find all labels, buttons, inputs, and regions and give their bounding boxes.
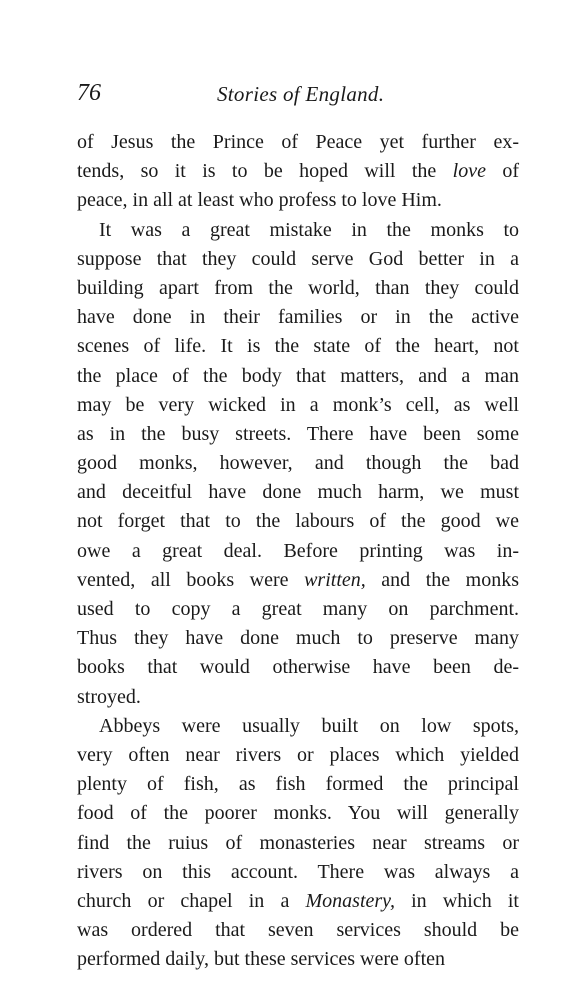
text-line <box>77 799 519 828</box>
paragraph <box>77 712 519 975</box>
text-segment: the place of the body that matters, and a man <box>77 364 519 387</box>
text-segment: owe a great deal. Before printing was in- <box>77 539 519 562</box>
body-text <box>77 128 519 974</box>
text-line <box>77 128 519 157</box>
text-line <box>77 916 519 945</box>
text-segment: vented, all books were <box>77 568 305 591</box>
text-line <box>77 303 519 332</box>
text-line <box>77 653 519 682</box>
text-line <box>77 537 519 566</box>
text-line <box>77 887 519 916</box>
text-segment: find the ruius of monasteries near streams or <box>77 831 519 854</box>
text-line <box>77 683 519 712</box>
text-line <box>77 566 519 595</box>
text-line <box>77 858 519 887</box>
text-line <box>77 595 519 624</box>
text-segment: Thus they have done much to preserve many <box>77 627 519 650</box>
text-segment: rivers on this account. There was always a <box>77 860 519 883</box>
text-segment: Abbeys were usually built on low spots, <box>99 714 519 737</box>
italic-text: Monastery, <box>305 889 395 912</box>
text-segment: scenes of life. It is the state of the heart, not <box>77 335 519 358</box>
text-line <box>77 741 519 770</box>
page-number: 76 <box>77 80 101 106</box>
italic-text: love <box>452 160 486 183</box>
text-segment: have done in their families or in the active <box>77 306 519 329</box>
text-line <box>77 478 519 507</box>
text-segment: peace, in all at least who profess to love Him. <box>77 189 442 212</box>
text-segment: building apart from the world, than they could <box>77 276 519 299</box>
text-line <box>77 332 519 361</box>
text-segment: very often near rivers or places which yielded <box>77 743 519 766</box>
text-line <box>77 274 519 303</box>
text-line <box>77 420 519 449</box>
text-segment: It was a great mistake in the monks to <box>99 218 519 241</box>
text-line <box>77 770 519 799</box>
text-segment: food of the poorer monks. You will generally <box>77 802 519 825</box>
text-segment: as in the busy streets. There have been some <box>77 422 519 445</box>
text-line <box>77 362 519 391</box>
running-title: Stories of England. <box>217 82 385 106</box>
text-segment: and deceitful have done much harm, we must <box>77 481 519 504</box>
text-segment: good monks, however, and though the bad <box>77 452 519 475</box>
text-segment: stroyed. <box>77 685 141 708</box>
text-segment: books that would otherwise have been de- <box>77 656 519 679</box>
italic-text: written, <box>304 568 366 591</box>
text-segment: tends, so it is to be hoped will the <box>77 160 453 183</box>
text-line <box>77 157 519 186</box>
text-line <box>77 391 519 420</box>
text-segment: used to copy a great many on parchment. <box>77 598 519 620</box>
text-segment: in which it <box>394 889 519 912</box>
text-line <box>77 624 519 653</box>
text-line <box>77 712 519 741</box>
text-segment: and the monks <box>365 568 519 591</box>
text-segment: may be very wicked in a monk’s cell, as well <box>77 393 519 416</box>
text-line <box>77 945 519 974</box>
text-segment: suppose that they could serve God better in a <box>77 247 519 270</box>
text-line <box>77 507 519 536</box>
text-segment: of <box>485 160 519 183</box>
running-head <box>77 80 517 114</box>
text-segment: church or chapel in a <box>77 889 306 912</box>
paragraph <box>77 128 519 216</box>
text-segment: performed daily, but these services were often <box>77 948 445 971</box>
text-line <box>77 245 519 274</box>
text-line <box>77 186 519 215</box>
paragraph <box>77 216 519 712</box>
text-line <box>77 829 519 858</box>
text-segment: plenty of fish, as fish formed the principal <box>77 773 519 796</box>
text-segment: not forget that to the labours of the good we <box>77 510 519 533</box>
text-segment: of Jesus the Prince of Peace yet further ex- <box>77 131 519 153</box>
text-line <box>77 216 519 245</box>
text-segment: was ordered that seven services should be <box>77 919 519 942</box>
text-line <box>77 449 519 478</box>
